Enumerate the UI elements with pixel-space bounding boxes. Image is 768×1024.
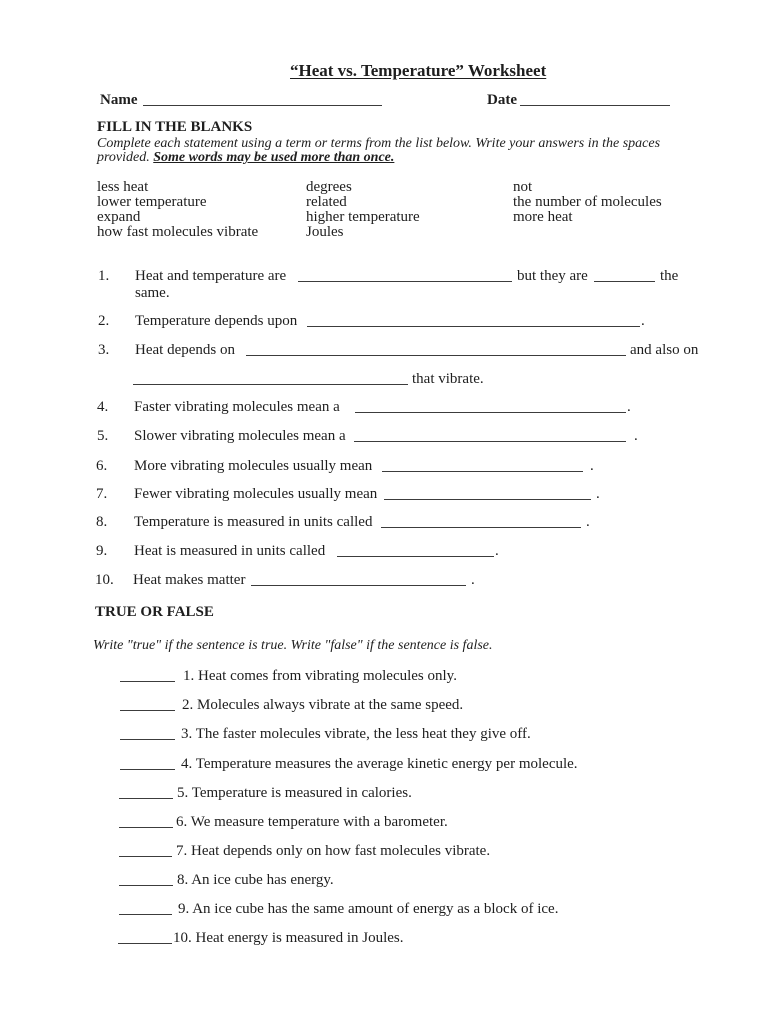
question-2	[0, 312, 768, 330]
tf-answer-blank	[120, 725, 175, 740]
question-text: .	[596, 486, 600, 502]
question-text: but they are	[517, 268, 588, 284]
tf-statement	[181, 755, 578, 773]
question-text: .	[586, 514, 590, 530]
tf-statement-text: The faster molecules vibrate, the less heat they give off.	[195, 726, 531, 742]
word-bank-column-2	[306, 180, 420, 240]
tf-statement-text: An ice cube has energy.	[191, 872, 334, 888]
question-1-continued	[0, 284, 768, 302]
tf-answer-blank	[119, 842, 172, 857]
tf-statement-text: Temperature measures the average kinetic energy per molecule.	[195, 756, 578, 772]
tf-statement-number: 8.	[177, 872, 189, 888]
answer-blank	[384, 485, 591, 500]
question-number: 4.	[97, 399, 109, 415]
tf-statement-text: Heat comes from vibrating molecules only.	[198, 668, 457, 684]
question-9	[0, 542, 768, 560]
question-text: Temperature is measured in units called	[134, 514, 373, 530]
tf-statement-2	[0, 696, 768, 714]
tf-statement-text: Temperature is measured in calories.	[191, 785, 412, 801]
question-8	[0, 513, 768, 531]
tf-statement-text: Molecules always vibrate at the same speed.	[197, 697, 464, 713]
word-bank-item: not	[513, 179, 533, 195]
word-bank-column-1	[97, 180, 258, 240]
tf-statement	[181, 725, 531, 743]
answer-blank	[594, 267, 655, 282]
instructions-provided: provided.	[97, 150, 150, 165]
word-bank-item: more heat	[513, 209, 573, 225]
question-4	[0, 398, 768, 416]
tf-statement	[177, 784, 412, 802]
answer-blank	[381, 513, 581, 528]
tf-statement-7	[0, 842, 768, 860]
word-bank-item: lower temperature	[97, 194, 207, 210]
tf-statement	[177, 871, 334, 889]
question-text: .	[641, 313, 645, 329]
word-bank-item: less heat	[97, 179, 149, 195]
fill-in-instructions-cont	[97, 150, 394, 166]
tf-statement-number: 6.	[176, 814, 188, 830]
question-6	[0, 457, 768, 475]
question-text: same.	[135, 285, 170, 301]
word-bank-item: Joules	[306, 224, 344, 240]
answer-blank	[337, 542, 494, 557]
true-false-instructions: Write "true" if the sentence is true. Write "false" if the sentence is false.	[93, 638, 493, 653]
tf-statement-number: 10.	[173, 930, 192, 946]
tf-statement-number: 7.	[176, 843, 188, 859]
word-bank-item: how fast molecules vibrate	[97, 224, 259, 240]
question-text: Heat is measured in units called	[134, 543, 326, 559]
question-number: 10.	[95, 572, 114, 588]
name-date-row	[0, 91, 768, 109]
question-10	[0, 571, 768, 589]
question-7	[0, 485, 768, 503]
question-text: Fewer vibrating molecules usually mean	[134, 486, 378, 502]
tf-statement	[173, 929, 404, 947]
question-text: and also on	[630, 342, 699, 358]
tf-answer-blank	[120, 667, 175, 682]
tf-answer-blank	[119, 784, 173, 799]
answer-blank	[251, 571, 466, 586]
answer-blank	[298, 267, 512, 282]
tf-statement	[183, 667, 457, 685]
tf-statement-text: We measure temperature with a barometer.	[190, 814, 448, 830]
question-text: Heat and temperature are	[135, 268, 287, 284]
answer-blank	[246, 341, 626, 356]
question-text: Faster vibrating molecules mean a	[134, 399, 340, 415]
tf-statement-5	[0, 784, 768, 802]
question-text: Heat depends on	[135, 342, 235, 358]
tf-statement-number: 5.	[177, 785, 189, 801]
answer-blank	[307, 312, 640, 327]
tf-statement-8	[0, 871, 768, 889]
true-false-heading: TRUE OR FALSE	[95, 604, 214, 620]
question-1	[0, 267, 768, 285]
question-text: that vibrate.	[412, 371, 484, 387]
fill-in-instructions: Complete each statement using a term or terms from the list below. Write your answers in the spaces	[97, 136, 661, 151]
tf-statement-1	[0, 667, 768, 685]
tf-statement	[176, 813, 448, 831]
question-number: 9.	[96, 543, 108, 559]
tf-statement-number: 2.	[182, 697, 194, 713]
word-bank-item: degrees	[306, 179, 352, 195]
tf-statement-text: Heat energy is measured in Joules.	[195, 930, 404, 946]
answer-blank	[133, 370, 408, 385]
word-bank-item: related	[306, 194, 347, 210]
question-text: .	[634, 428, 638, 444]
tf-statement	[176, 842, 490, 860]
tf-statement-number: 4.	[181, 756, 193, 772]
answer-blank	[354, 427, 626, 442]
question-number: 8.	[96, 514, 108, 530]
tf-statement-number: 1.	[183, 668, 195, 684]
question-number: 5.	[97, 428, 109, 444]
answer-blank	[355, 398, 626, 413]
tf-statement	[178, 900, 558, 918]
tf-answer-blank	[119, 813, 173, 828]
tf-statement-text: An ice cube has the same amount of energy as a block of ice.	[192, 901, 559, 917]
question-text: .	[495, 543, 499, 559]
question-text: Temperature depends upon	[135, 313, 298, 329]
tf-answer-blank	[120, 696, 175, 711]
question-number: 1.	[98, 268, 110, 284]
tf-answer-blank	[120, 755, 175, 770]
question-text: .	[471, 572, 475, 588]
instructions-emphasis: Some words may be used more than once.	[153, 150, 395, 165]
question-text: Slower vibrating molecules mean a	[134, 428, 346, 444]
tf-statement-number: 9.	[178, 901, 190, 917]
tf-answer-blank	[119, 871, 173, 886]
tf-statement-number: 3.	[181, 726, 193, 742]
date-label: Date	[487, 92, 517, 108]
tf-answer-blank	[119, 900, 172, 915]
tf-statement-10	[0, 929, 768, 947]
question-text: .	[627, 399, 631, 415]
tf-answer-blank	[118, 929, 172, 944]
question-number: 6.	[96, 458, 108, 474]
question-number: 3.	[98, 342, 110, 358]
question-text: More vibrating molecules usually mean	[134, 458, 373, 474]
question-text: Heat makes matter	[133, 572, 246, 588]
fill-in-heading: FILL IN THE BLANKS	[97, 119, 253, 135]
question-3-continued	[0, 370, 768, 388]
answer-blank	[382, 457, 583, 472]
question-text: the	[660, 268, 679, 284]
question-number: 7.	[96, 486, 108, 502]
question-number: 2.	[98, 313, 110, 329]
word-bank-item: the number of molecules	[513, 194, 662, 210]
name-blank	[143, 91, 382, 106]
question-3	[0, 341, 768, 359]
worksheet-title: “Heat vs. Temperature” Worksheet	[290, 61, 547, 80]
tf-statement-3	[0, 725, 768, 743]
tf-statement-6	[0, 813, 768, 831]
date-blank	[520, 91, 670, 106]
word-bank-item: expand	[97, 209, 141, 225]
tf-statement-text: Heat depends only on how fast molecules vibrate.	[191, 843, 491, 859]
name-label: Name	[100, 92, 138, 108]
tf-statement	[182, 696, 463, 714]
word-bank-item: higher temperature	[306, 209, 420, 225]
tf-statement-4	[0, 755, 768, 773]
question-5	[0, 427, 768, 445]
word-bank-column-3	[513, 180, 662, 225]
tf-statement-9	[0, 900, 768, 918]
question-text: .	[590, 458, 594, 474]
